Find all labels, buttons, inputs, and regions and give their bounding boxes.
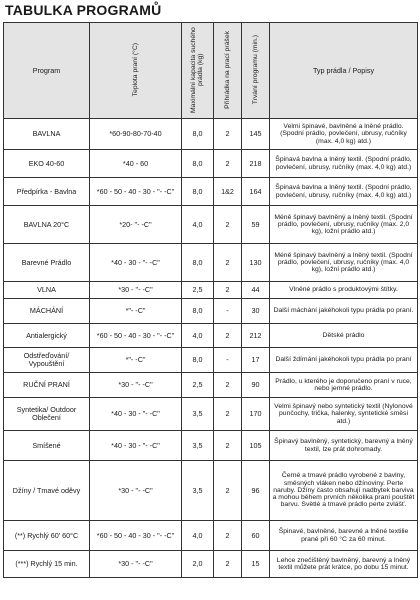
- description-cell: Černé a tmavé prádlo vyrobené z bavlny, směsných vláken nebo džínoviny. Perte naruby. Džíny často obsahují nadbytek barviva a mohou během prvních několika praní pouštět barvu. Světlé a tmavé prádlo perte zvlášť.: [270, 461, 418, 521]
- capacity-cell: 8,0: [182, 119, 214, 150]
- program-name: Smíšené: [4, 431, 90, 461]
- detergent-tray-cell: 2: [214, 324, 242, 348]
- description-cell: Další máchání jakéhokoli typu prádla po praní.: [270, 299, 418, 324]
- table-row: [4, 150, 418, 178]
- column-header-detergent-tray: Přihrádka na prací prášek: [214, 23, 242, 119]
- description-cell: Dětské prádlo: [270, 324, 418, 348]
- page-title: TABULKA PROGRAMŮ: [5, 2, 162, 18]
- temperature-cell: *30 - "- -C": [90, 373, 182, 398]
- program-name: Džíny / Tmavé oděvy: [4, 461, 90, 521]
- table-row: [4, 373, 418, 398]
- duration-cell: 30: [242, 299, 270, 324]
- capacity-cell: 4,0: [182, 521, 214, 551]
- temperature-cell: *60 - 50 - 40 - 30 - "- -C": [90, 324, 182, 348]
- program-name: RUČNÍ PRANÍ: [4, 373, 90, 398]
- table-row: [4, 521, 418, 551]
- description-cell: Velmi špinavé, bavlněné a lněné prádlo. (Spodní prádlo, povlečení, ubrusy, ručníky (max. 4,0 kg) atd.): [270, 119, 418, 150]
- duration-cell: 145: [242, 119, 270, 150]
- table-body: [4, 119, 418, 578]
- table-row: [4, 348, 418, 373]
- table-row: [4, 244, 418, 282]
- temperature-cell: *60-90-80-70-40: [90, 119, 182, 150]
- detergent-tray-cell: 2: [214, 373, 242, 398]
- header-row: [4, 23, 418, 119]
- capacity-cell: 8,0: [182, 299, 214, 324]
- capacity-cell: 8,0: [182, 348, 214, 373]
- duration-cell: 212: [242, 324, 270, 348]
- temperature-cell: *30 - "- -C": [90, 282, 182, 299]
- temperature-cell: *60 - 50 - 40 - 30 - "- -C": [90, 521, 182, 551]
- capacity-cell: 3,5: [182, 398, 214, 431]
- duration-cell: 15: [242, 551, 270, 578]
- program-name: MÁCHÁNÍ: [4, 299, 90, 324]
- program-name: (***) Rychlý 15 min.: [4, 551, 90, 578]
- column-header-description: Typ prádla / Popisy: [270, 23, 418, 119]
- description-cell: Špinavá bavlna a lněný textil. (Spodní prádlo, povlečení, ubrusy, ručníky (max. 4,0 kg) atd.): [270, 150, 418, 178]
- capacity-cell: 8,0: [182, 150, 214, 178]
- duration-cell: 96: [242, 461, 270, 521]
- program-table: [3, 22, 418, 578]
- detergent-tray-cell: 2: [214, 461, 242, 521]
- detergent-tray-cell: 2: [214, 431, 242, 461]
- capacity-cell: 3,5: [182, 461, 214, 521]
- duration-cell: 130: [242, 244, 270, 282]
- description-cell: Velmi špinavý nebo syntetický textil (Nylonové punčochy, trička, halenky, syntetické směsi atd.): [270, 398, 418, 431]
- program-name: (**) Rychlý 60' 60°C: [4, 521, 90, 551]
- detergent-tray-cell: 2: [214, 150, 242, 178]
- table-row: [4, 431, 418, 461]
- duration-cell: 164: [242, 178, 270, 206]
- capacity-cell: 8,0: [182, 178, 214, 206]
- column-header-duration: Trvání programu (min.): [242, 23, 270, 119]
- program-name: Předpírka - Bavlna: [4, 178, 90, 206]
- description-cell: Špinavá bavlna a lněný textil. (Spodní prádlo, povlečení, ubrusy, ručníky (max. 4,0 kg) atd.): [270, 178, 418, 206]
- description-cell: Méně špinavý bavlněný a lněný textil. (Spodní prádlo, povlečení, ubrusy, ručníky (max. 2,0 kg), ložní prádlo atd.): [270, 206, 418, 244]
- temperature-cell: *60 - 50 - 40 - 30 - "- -C": [90, 178, 182, 206]
- program-name: Barevné Prádlo: [4, 244, 90, 282]
- table-row: [4, 551, 418, 578]
- temperature-cell: *30 - "- -C": [90, 551, 182, 578]
- program-name: Syntetika/ Outdoor Oblečení: [4, 398, 90, 431]
- duration-cell: 90: [242, 373, 270, 398]
- detergent-tray-cell: 1&2: [214, 178, 242, 206]
- table-row: [4, 461, 418, 521]
- program-name: VLNA: [4, 282, 90, 299]
- table-row: [4, 299, 418, 324]
- temperature-cell: *40 - 60: [90, 150, 182, 178]
- detergent-tray-cell: 2: [214, 551, 242, 578]
- capacity-cell: 8,0: [182, 244, 214, 282]
- description-cell: Špinavé, bavlněné, barevné a lněné textilie prané při 60 °C za 60 minut.: [270, 521, 418, 551]
- program-name: Antialergický: [4, 324, 90, 348]
- description-cell: Prádlo, u kterého je doporučeno praní v ruce, nebo jemné prádlo.: [270, 373, 418, 398]
- capacity-cell: 3,5: [182, 431, 214, 461]
- duration-cell: 105: [242, 431, 270, 461]
- duration-cell: 17: [242, 348, 270, 373]
- detergent-tray-cell: -: [214, 348, 242, 373]
- temperature-cell: *40 - 30 - "- -C": [90, 431, 182, 461]
- table-row: [4, 282, 418, 299]
- duration-cell: 170: [242, 398, 270, 431]
- description-cell: Vlněné prádlo s produktovými štítky.: [270, 282, 418, 299]
- program-name: EKO 40-60: [4, 150, 90, 178]
- detergent-tray-cell: 2: [214, 206, 242, 244]
- table-row: [4, 119, 418, 150]
- temperature-cell: *20- "- -C": [90, 206, 182, 244]
- description-cell: Špinavý bavlněný, syntetický, barevný a lněný textil, lze prát dohromady.: [270, 431, 418, 461]
- column-header-capacity: Maximální kapacita suchého prádla (kg): [182, 23, 214, 119]
- duration-cell: 44: [242, 282, 270, 299]
- table-row: [4, 206, 418, 244]
- duration-cell: 218: [242, 150, 270, 178]
- capacity-cell: 4,0: [182, 324, 214, 348]
- detergent-tray-cell: -: [214, 299, 242, 324]
- program-name: BAVLNA 20°C: [4, 206, 90, 244]
- detergent-tray-cell: 2: [214, 398, 242, 431]
- column-header-temperature: Teplota praní (°C): [90, 23, 182, 119]
- temperature-cell: *"- -C": [90, 299, 182, 324]
- detergent-tray-cell: 2: [214, 244, 242, 282]
- description-cell: Lehce znečištěný bavlněný, barevný a lněný textil můžete prát krátce, po dobu 15 minut.: [270, 551, 418, 578]
- detergent-tray-cell: 2: [214, 521, 242, 551]
- capacity-cell: 2,0: [182, 551, 214, 578]
- table-row: [4, 178, 418, 206]
- column-header-program: Program: [4, 23, 90, 119]
- temperature-cell: *30 - "- -C": [90, 461, 182, 521]
- table-row: [4, 324, 418, 348]
- duration-cell: 60: [242, 521, 270, 551]
- temperature-cell: *"- -C": [90, 348, 182, 373]
- program-name: Odstřeďování/ Vypouštění: [4, 348, 90, 373]
- detergent-tray-cell: 2: [214, 119, 242, 150]
- temperature-cell: *40 - 30 - "- -C": [90, 398, 182, 431]
- description-cell: Méně špinavý bavlněný a lněný textil. (Spodní prádlo, povlečení, ubrusy, ručníky (max. 4,0 kg), ložní prádlo atd.): [270, 244, 418, 282]
- detergent-tray-cell: 2: [214, 282, 242, 299]
- capacity-cell: 4,0: [182, 206, 214, 244]
- description-cell: Další ždímání jakéhokoli typu prádla po praní: [270, 348, 418, 373]
- program-name: BAVLNA: [4, 119, 90, 150]
- capacity-cell: 2,5: [182, 373, 214, 398]
- duration-cell: 59: [242, 206, 270, 244]
- temperature-cell: *40 - 30 - "- -C": [90, 244, 182, 282]
- table-row: [4, 398, 418, 431]
- capacity-cell: 2,5: [182, 282, 214, 299]
